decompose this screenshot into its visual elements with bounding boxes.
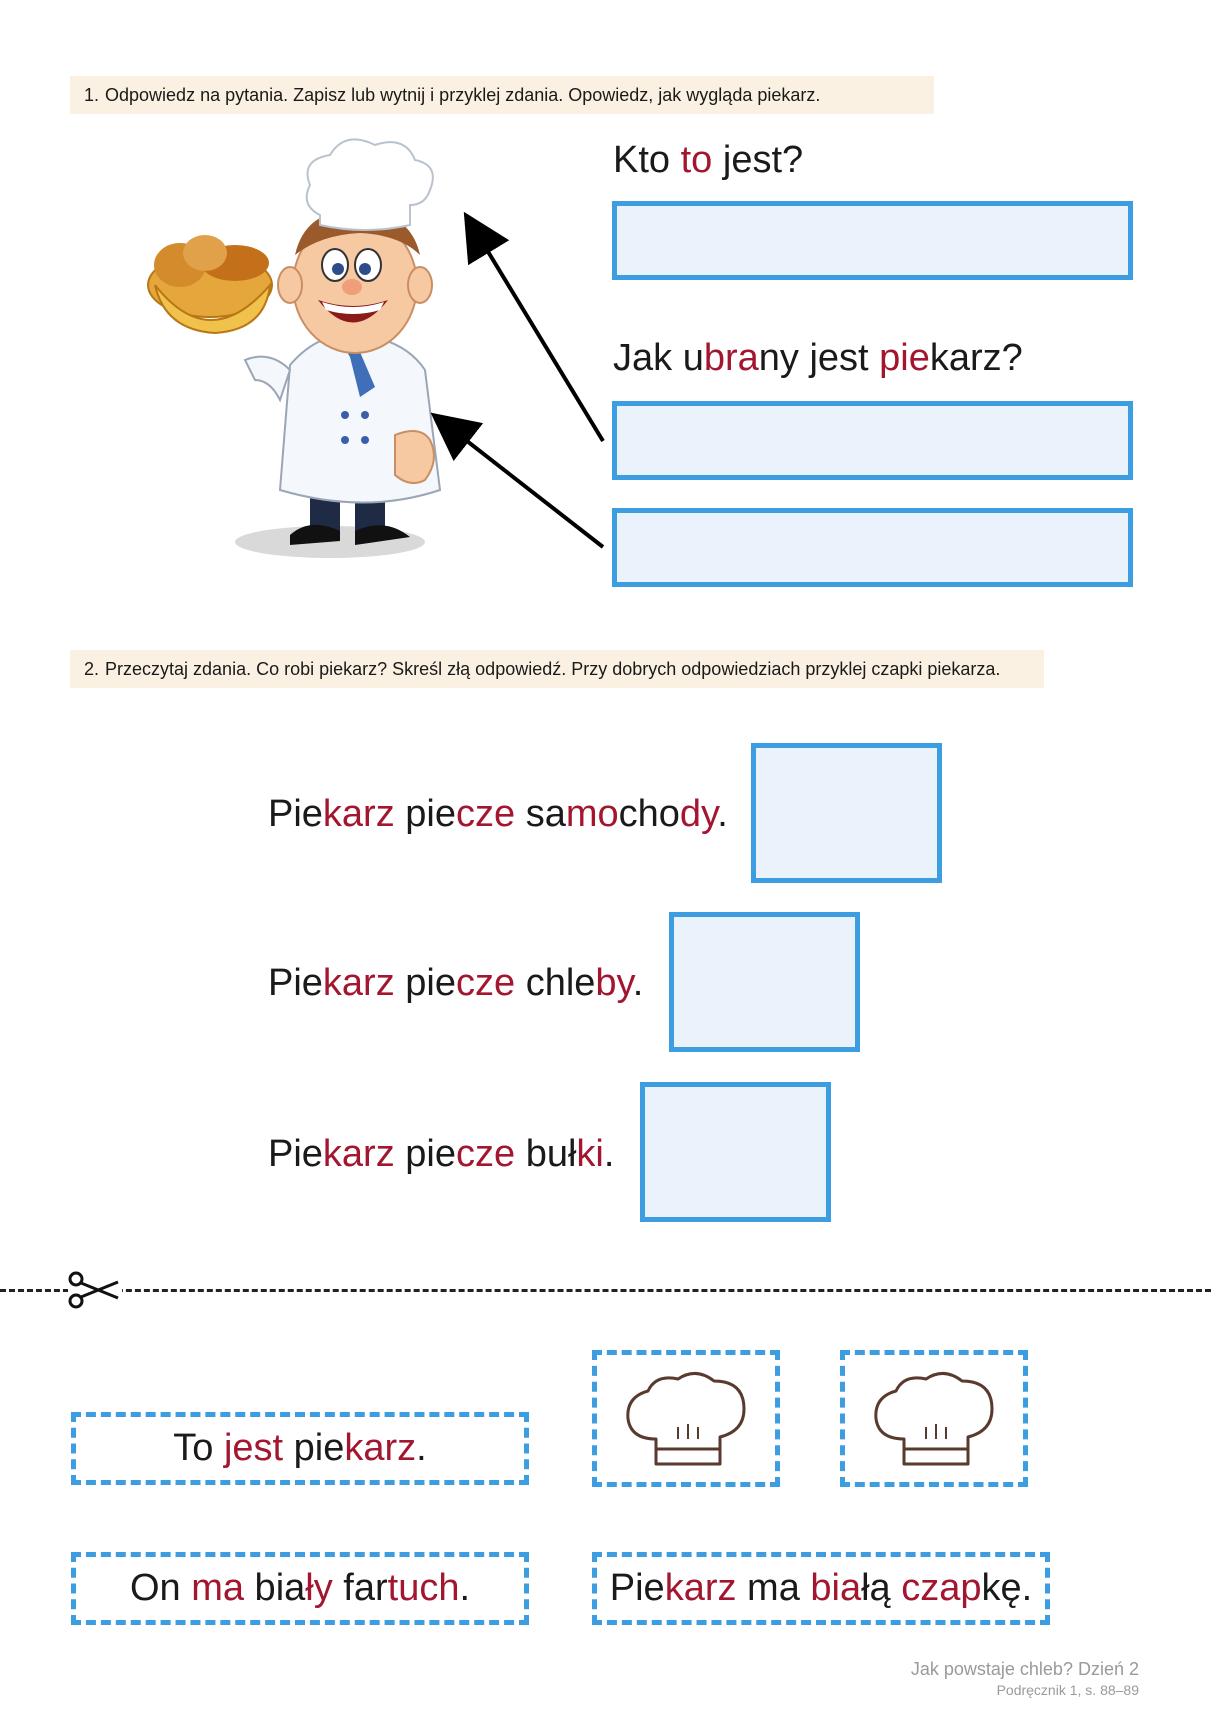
sentence-samochody (268, 795, 728, 833)
syllable: kę. (981, 1567, 1033, 1609)
task2-instruction-text: Przeczytaj zdania. Co robi piekarz? Skreśl złą odpowiedź. Przy dobrych odpowiedziach przyklej czapki piekarza. (105, 659, 1001, 679)
syllable: chle (515, 962, 596, 1004)
syllable: Pie (268, 793, 323, 835)
syllable: ma (736, 1567, 811, 1609)
sentence-bulki (268, 1135, 614, 1173)
hat-slot-1[interactable] (751, 743, 942, 883)
cutout-card-on-ma-bialy-fartuch[interactable] (71, 1552, 529, 1625)
syllable: bia (244, 1567, 306, 1609)
highlighted-syllable: mo (565, 793, 619, 835)
highlighted-syllable: ły (305, 1567, 333, 1609)
scissors-icon (68, 1270, 122, 1310)
cutout-text-2 (130, 1567, 470, 1610)
sentence-chleby (268, 964, 643, 1002)
syllable: sa (515, 793, 566, 835)
arrow-to-coat (440, 420, 603, 547)
syllable: Jak (613, 337, 683, 379)
highlighted-syllable: dy (679, 793, 718, 835)
cutout-card-piekarz-ma-biala-czapke[interactable] (592, 1552, 1050, 1625)
task2-number: 2. (84, 659, 100, 679)
syllable: pie (394, 962, 456, 1004)
task1-instruction-text: Odpowiedz na pytania. Zapisz lub wytnij i przyklej zdania. Opowiedz, jak wygląda piekarz. (105, 85, 821, 105)
question-who-is-it (613, 141, 803, 179)
cutout-hat-card-2[interactable] (840, 1350, 1028, 1487)
footer-title: Jak powstaje chleb? Dzień 2 (910, 1659, 1139, 1679)
highlighted-syllable: bra (703, 337, 759, 379)
syllable: On (129, 1567, 192, 1609)
arrow-to-hat (470, 222, 603, 441)
syllable: Pie (609, 1567, 665, 1609)
syllable: Pie (268, 1133, 323, 1175)
highlighted-syllable: karz (344, 1427, 417, 1469)
syllable: pie (394, 1133, 456, 1175)
cut-line (0, 1289, 1211, 1292)
footer-reference: Podręcznik 1, s. 88–89 (996, 1682, 1139, 1698)
chef-hat-icon (616, 1369, 756, 1469)
highlighted-syllable: cze (456, 793, 516, 835)
highlighted-syllable: by (595, 962, 633, 1004)
hat-slot-3[interactable] (640, 1082, 831, 1222)
syllable: cho (618, 793, 680, 835)
answer-box-who[interactable] (612, 201, 1133, 280)
answer-box-dressed-1[interactable] (612, 401, 1133, 480)
syllable: ny (758, 337, 799, 379)
cutout-card-to-jest-piekarz[interactable] (71, 1412, 529, 1485)
highlighted-syllable: karz (664, 1567, 737, 1609)
syllable: jest? (712, 139, 804, 181)
highlighted-syllable: to (680, 139, 713, 181)
hat-slot-2[interactable] (669, 912, 860, 1052)
highlighted-syllable: czap (901, 1567, 982, 1609)
syllable: łą (861, 1567, 902, 1609)
chef-hat-icon (864, 1369, 1004, 1469)
highlighted-syllable: ma (191, 1567, 244, 1609)
highlighted-syllable: cze (456, 962, 516, 1004)
task2-instruction (70, 650, 1044, 688)
syllable: u (682, 337, 704, 379)
syllable: . (717, 793, 728, 835)
cutout-text-3 (610, 1567, 1032, 1610)
syllable: buł (515, 1133, 577, 1175)
cutout-hat-card-1[interactable] (592, 1350, 780, 1487)
syllable: To (173, 1427, 224, 1469)
syllable: Kto (613, 139, 681, 181)
highlighted-syllable: bia (810, 1567, 862, 1609)
question-how-dressed (613, 339, 1023, 377)
highlighted-syllable: ki (576, 1133, 604, 1175)
highlighted-syllable: karz (322, 962, 395, 1004)
syllable: . (459, 1567, 471, 1609)
syllable: karz? (929, 337, 1023, 379)
syllable: jest (798, 337, 880, 379)
highlighted-syllable: cze (456, 1133, 516, 1175)
syllable: far (332, 1567, 388, 1609)
syllable: Pie (268, 962, 323, 1004)
highlighted-syllable: karz (322, 793, 395, 835)
syllable: . (632, 962, 644, 1004)
cutout-text-1 (173, 1427, 426, 1470)
syllable: . (603, 1133, 615, 1175)
highlighted-syllable: tuch (387, 1567, 460, 1609)
highlighted-syllable: pie (879, 337, 930, 379)
answer-box-dressed-2[interactable] (612, 508, 1133, 587)
syllable: . (416, 1427, 427, 1469)
syllable: pie (283, 1427, 345, 1469)
task1-number: 1. (84, 85, 100, 105)
syllable: pie (394, 793, 456, 835)
highlighted-syllable: jest (223, 1427, 284, 1469)
highlighted-syllable: karz (322, 1133, 395, 1175)
